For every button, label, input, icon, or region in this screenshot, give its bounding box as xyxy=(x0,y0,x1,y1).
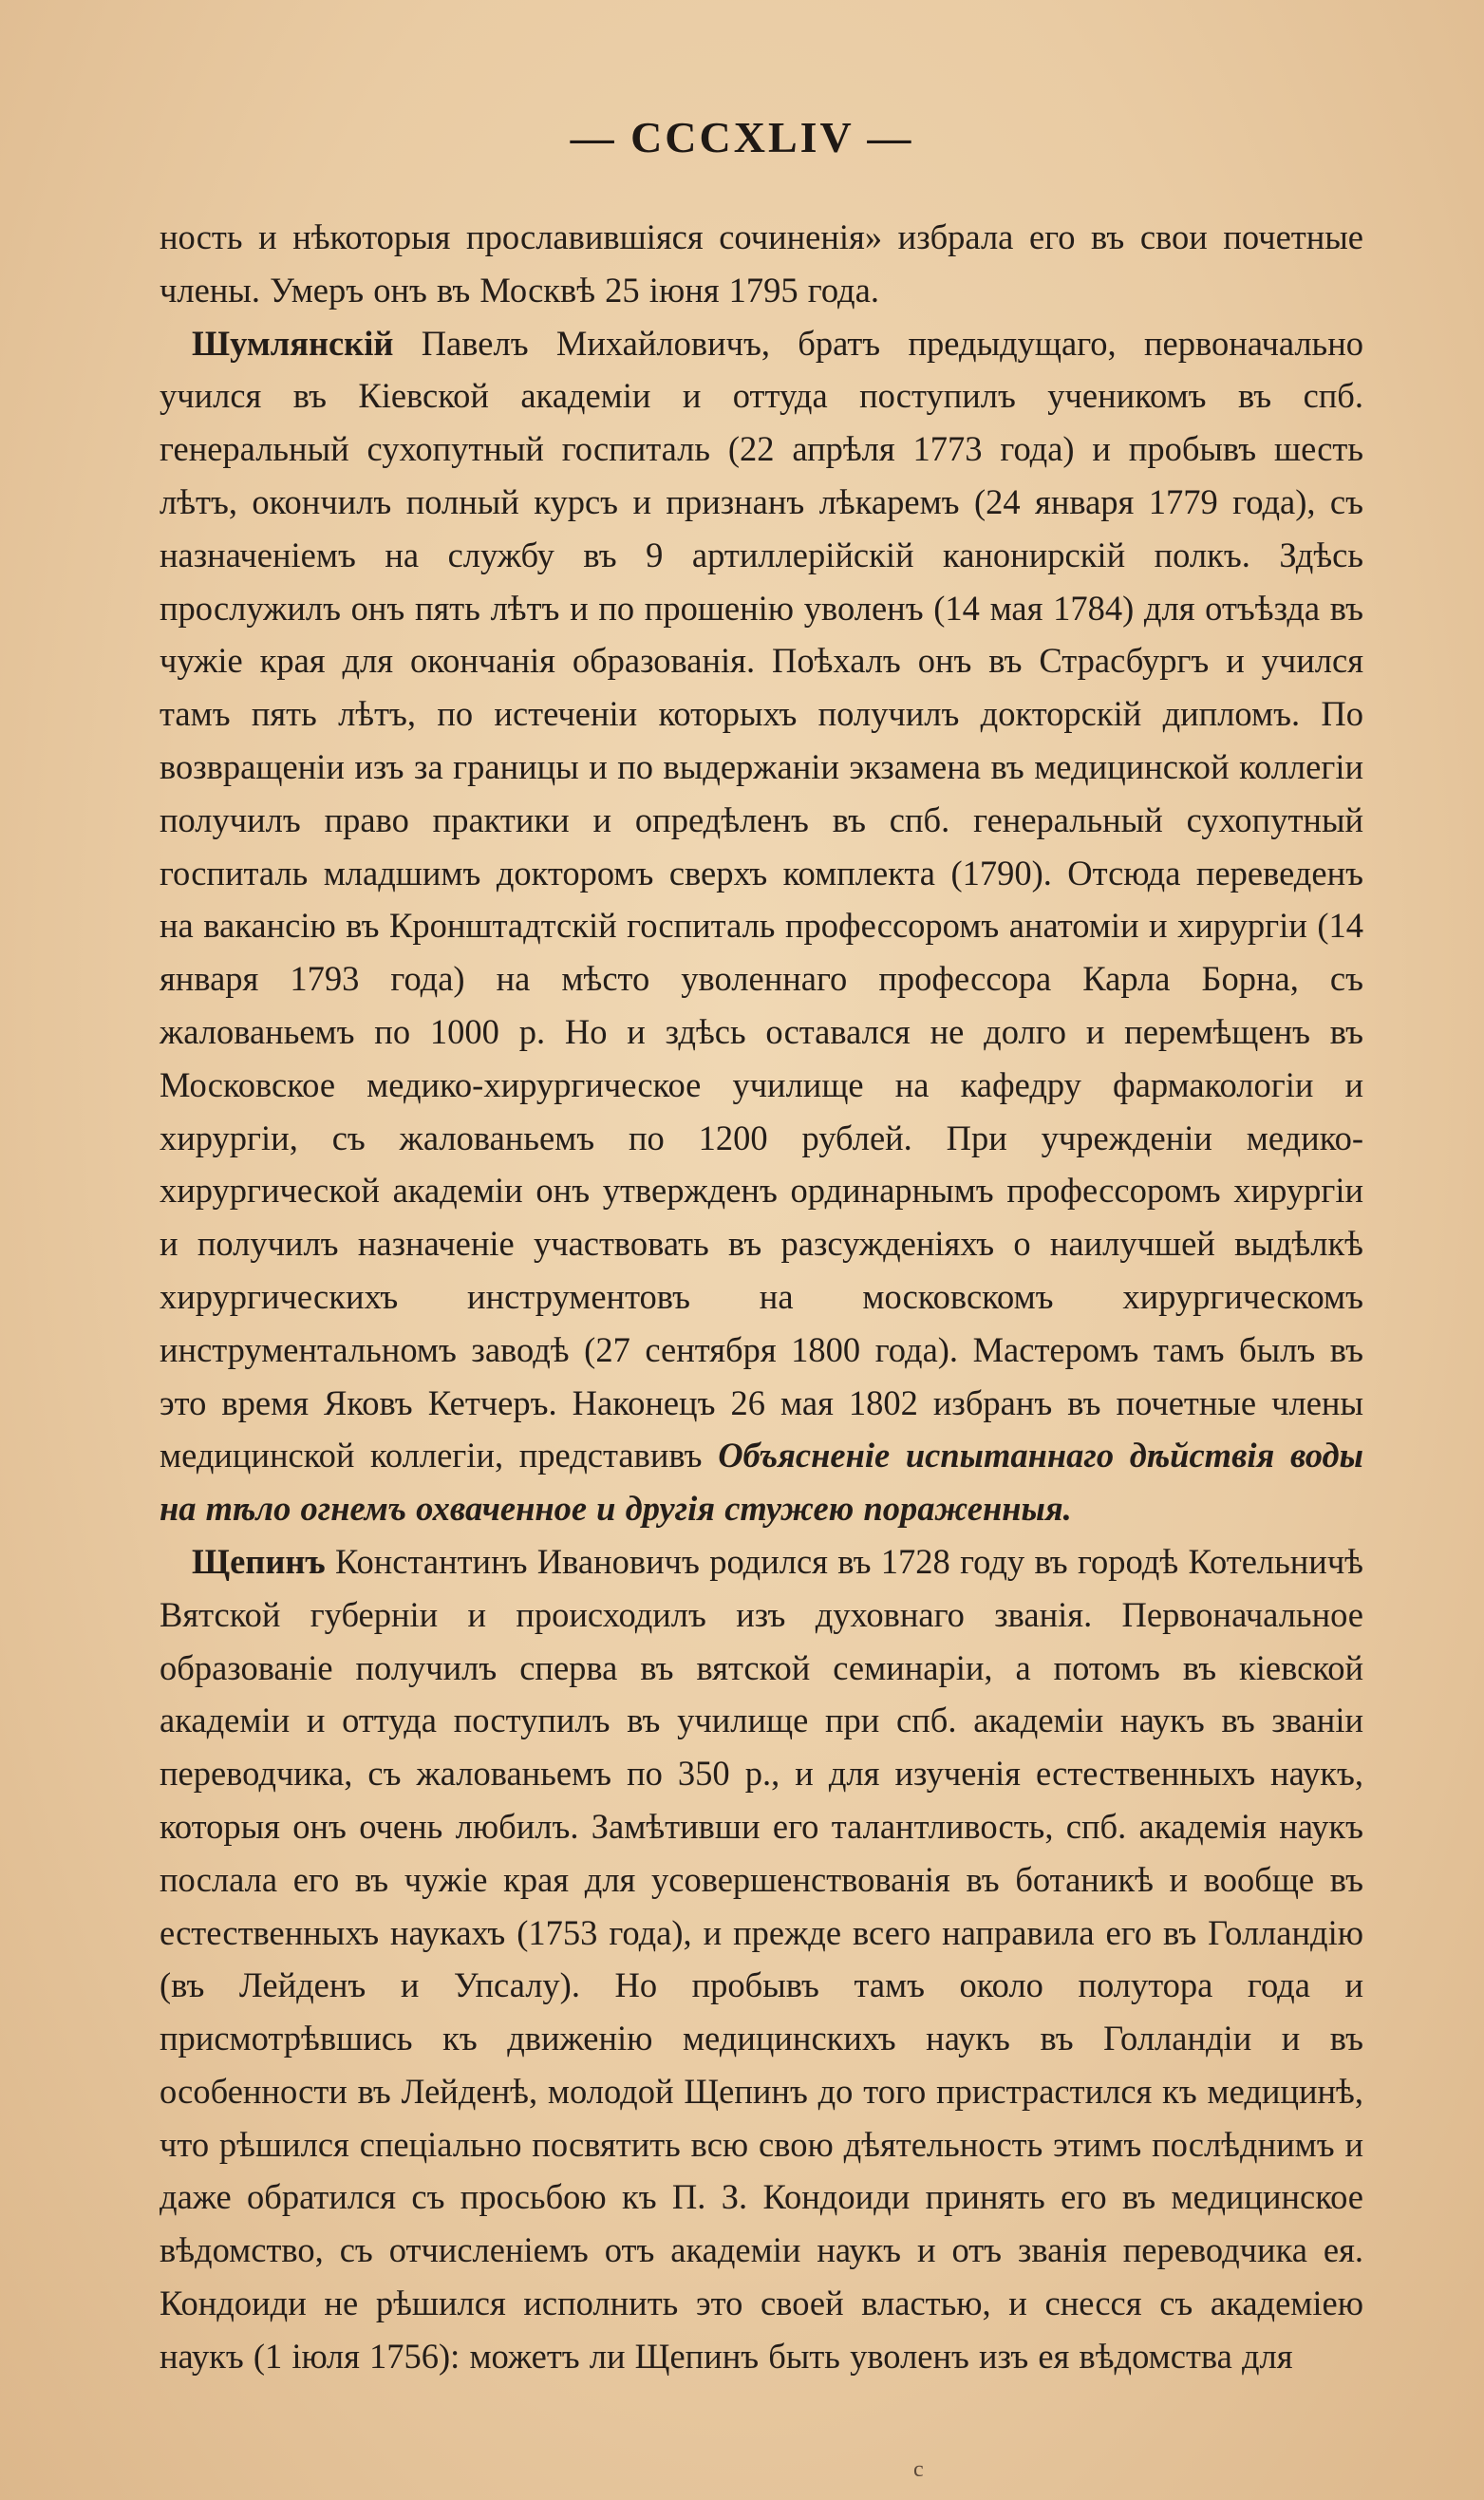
paragraph-text: ность и нѣкоторыя прославившіяся сочиненія» избрала его въ свои почетные члены. Умеръ онъ въ Москвѣ 25 іюня 1795 года. xyxy=(160,217,1363,310)
work-title: Объясненіе испытаннаго дѣйствія воды на тѣло огнемъ охваченное и другія стужею пораженныя. xyxy=(160,1436,1363,1529)
paragraph-shumlyansky xyxy=(160,317,1363,1535)
page-number: — CCCXLIV — xyxy=(570,113,914,161)
paragraph-text: Константинъ Ивановичъ родился въ 1728 году въ городѣ Котельничѣ Вятской губерніи и происходилъ изъ духовнаго званія. Первоначальное образованіе получилъ сперва въ вятской семинаріи, а потомъ въ кіевской академіи и оттуда поступилъ въ училище при спб. академіи наукъ въ званіи переводчика, съ жалованьемъ по 350 р., и для изученія естественныхъ наукъ, которыя онъ очень любилъ. Замѣтивши его талантливость, спб. академія наукъ послала его въ чужіе края для усовершенствованія въ ботаникѣ и вообще въ естественныхъ наукахъ (1753 года), и прежде всего направила его въ Голландію (въ Лейденъ и Упсалу). Но пробывъ тамъ около полутора года и присмотрѣвшись къ движенію медицинскихъ наукъ въ Голландіи и въ особенности въ Лейденѣ, молодой Щепинъ до того пристрастился къ медицинѣ, что рѣшился спеціально посвятить всю свою дѣятельность этимъ послѣднимъ и даже обратился съ просьбою къ П. З. Кондоиди принять его въ медицинское вѣдомство, съ отчисленіемъ отъ академіи наукъ и отъ званія переводчика ея. Кондоиди не рѣшился исполнить это своей властью, и снесся съ академіею наукъ (1 іюля 1756): можетъ ли Щепинъ быть уволенъ изъ ея вѣдомства для xyxy=(160,1541,1363,2376)
paragraph-text: Павелъ Михайловичъ, братъ предыдущаго, первоначально учился въ Кіевской академіи и оттуда поступилъ ученикомъ въ спб. генеральный сухопутный госпиталь (22 апрѣля 1773 года) и пробывъ шесть лѣтъ, окончилъ полный курсъ и признанъ лѣкаремъ (24 января 1779 года), съ назначеніемъ на службу въ 9 артиллерійскій канонирскій полкъ. Здѣсь прослужилъ онъ пять лѣтъ и по прошенію уволенъ (14 мая 1784) для отъѣзда въ чужіе края для окончанія образованія. Поѣхалъ онъ въ Страсбургъ и учился тамъ пять лѣтъ, по истеченіи которыхъ получилъ докторскій дипломъ. По возвращеніи изъ за границы и по выдержаніи экзамена въ медицинской коллегіи получилъ право практики и опредѣленъ въ спб. генеральный сухопутный госпиталь младшимъ докторомъ сверхъ комплекта (1790). Отсюда переведенъ на вакансію въ Кронштадтскій госпиталь профессоромъ анатоміи и хирургіи (14 января 1793 года) на мѣсто уволеннаго профессора Карла Борна, съ жалованьемъ по 1000 р. Но и здѣсь оставался не долго и перемѣщенъ въ Московское медико-хирургическое училище на кафедру фармакологіи и хирургіи, съ жалованьемъ по 1200 рублей. При учрежденіи медико-хирургической академіи онъ утвержденъ ординарнымъ профессоромъ хирургіи и получилъ назначеніе участвовать въ разсужденіяхъ о наилучшей выдѣлкѣ хирургическихъ инструментовъ на московскомъ хирургическомъ инструментальномъ заводѣ (27 сентября 1800 года). Мастеромъ тамъ былъ въ это время Яковъ Кетчеръ. Наконецъ 26 мая 1802 избранъ въ почетные члены медицинской коллегіи, представивъ xyxy=(160,323,1363,1476)
entry-name: Щепинъ xyxy=(192,1541,326,1581)
paragraph-continuation xyxy=(160,211,1363,317)
footer-mark: с xyxy=(913,2457,924,2482)
paragraph-shchepin xyxy=(160,1535,1363,2383)
entry-name: Шумлянскій xyxy=(192,323,394,363)
body-text xyxy=(160,211,1363,2383)
